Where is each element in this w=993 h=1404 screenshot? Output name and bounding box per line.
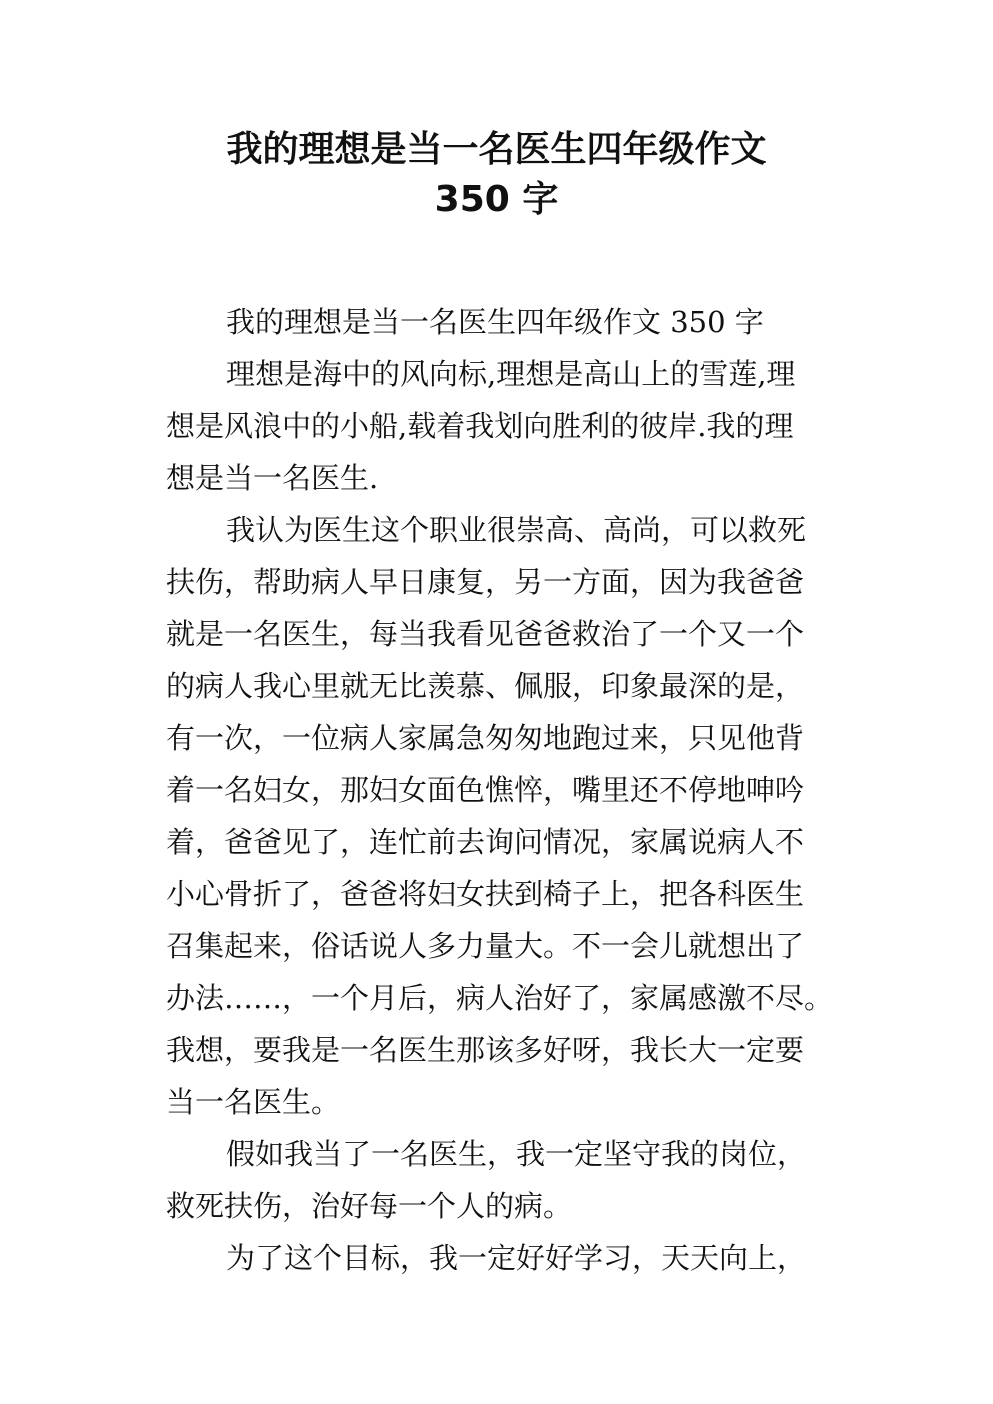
document-title-line-2: 350 字	[434, 179, 559, 220]
text-line: 的病人我心里就无比羡慕、佩服，印象最深的是，	[166, 669, 805, 703]
text-line: 想是当一名医生.	[166, 461, 379, 495]
text-line: 为了这个目标，我一定好好学习，天天向上，	[226, 1241, 807, 1275]
text-line: 着，爸爸见了，连忙前去询问情况，家属说病人不	[166, 825, 805, 859]
text-line: 假如我当了一名医生，我一定坚守我的岗位，	[226, 1137, 807, 1171]
document-title-line-1: 我的理想是当一名医生四年级作文	[226, 129, 767, 170]
paragraph	[166, 348, 846, 504]
text-line: 扶伤，帮助病人早日康复，另一方面，因为我爸爸	[166, 565, 805, 599]
paragraph	[166, 296, 846, 348]
text-line: 召集起来，俗话说人多力量大。不一会儿就想出了	[166, 929, 805, 963]
paragraph	[166, 504, 846, 1128]
paragraph	[166, 1128, 846, 1232]
paragraph	[166, 1232, 846, 1284]
text-line: 办法……，一个月后，病人治好了，家属感激不尽。	[166, 981, 834, 1015]
text-line: 我想，要我是一名医生那该多好呀，我长大一定要	[166, 1033, 805, 1067]
text-line: 当一名医生。	[166, 1085, 341, 1119]
text-line: 有一次，一位病人家属急匆匆地跑过来，只见他背	[166, 721, 805, 755]
text-line: 想是风浪中的小船,载着我划向胜利的彼岸.我的理	[166, 409, 794, 443]
text-line: 我认为医生这个职业很崇高、高尚，可以救死	[226, 513, 807, 547]
text-line: 我的理想是当一名医生四年级作文 350 字	[226, 305, 764, 339]
text-line: 小心骨折了，爸爸将妇女扶到椅子上，把各科医生	[166, 877, 805, 911]
text-line: 就是一名医生，每当我看见爸爸救治了一个又一个	[166, 617, 805, 651]
document-body	[166, 296, 846, 1284]
text-line: 着一名妇女，那妇女面色憔悴，嘴里还不停地呻吟	[166, 773, 805, 807]
text-line: 救死扶伤，治好每一个人的病。	[166, 1189, 573, 1223]
text-line: 理想是海中的风向标,理想是高山上的雪莲,理	[226, 357, 796, 391]
